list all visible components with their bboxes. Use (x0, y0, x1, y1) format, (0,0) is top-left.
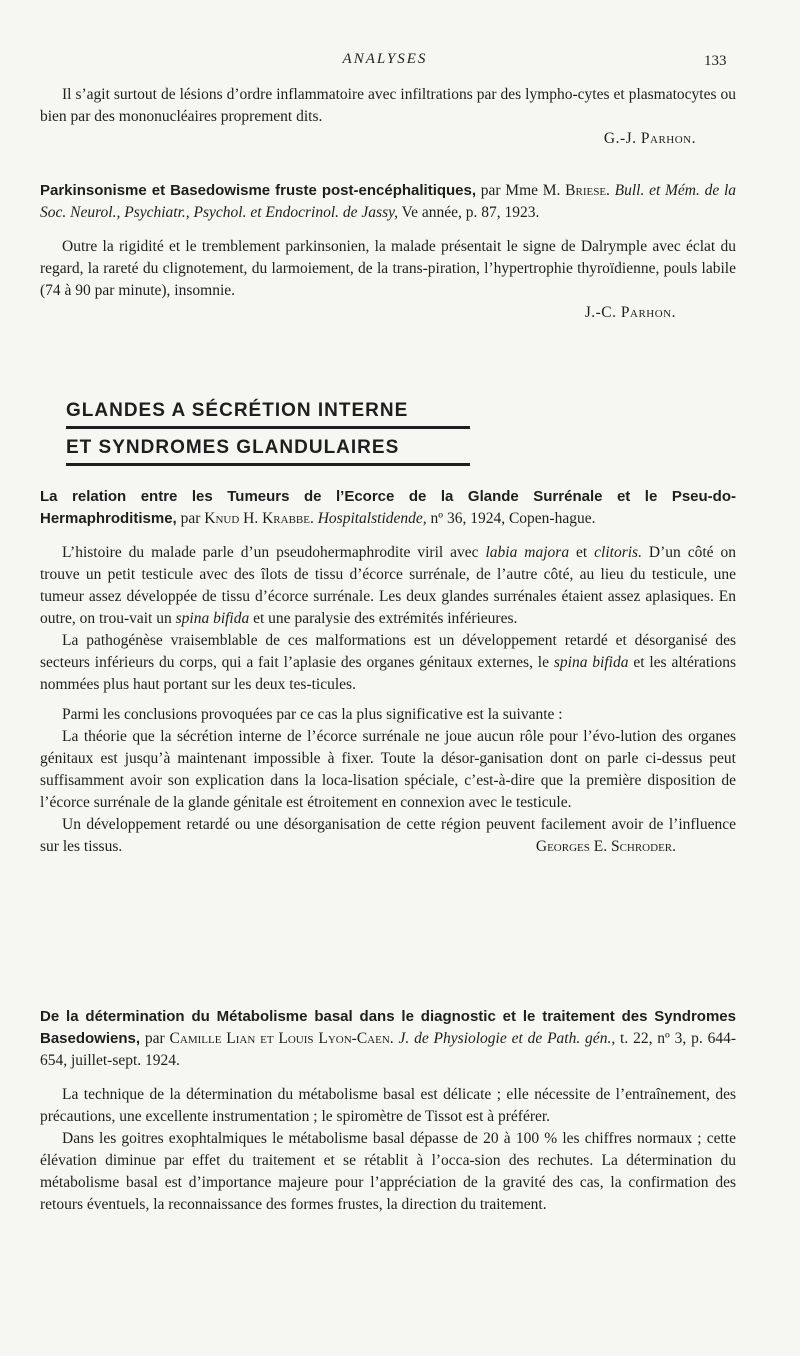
section-heading-line2: ET SYNDROMES GLANDULAIRES (66, 437, 400, 458)
text-run: L’histoire du malade parle d’un pseudohermaphrodite viril avec (62, 544, 486, 561)
article-author: Camille Lian et Louis Lyon-Caen. (169, 1030, 394, 1047)
continuation-block (40, 84, 736, 150)
article-title: De la détermination du Métabolisme basal dans le diagnostic et le traitement des Syndromes Basedowiens, (40, 1008, 736, 1047)
continuation-text: Il s’agit surtout de lésions d’ordre inflammatoire avec infiltrations par des lympho-cytes et plasmatocytes ou bien par des mononucléaires proprement dits. (40, 86, 736, 125)
heading-rule (66, 426, 470, 429)
article-author: Knud H. Krabbe. (204, 510, 314, 527)
signature: G.-J. Parhon. (603, 130, 696, 147)
italic-run: clitoris. (594, 544, 642, 561)
signature: J.-C. Parhon. (584, 304, 676, 321)
signature: Georges E. Schroder. (535, 838, 676, 855)
italic-run: spina bifida (553, 654, 629, 671)
article-body: Outre la rigidité et le tremblement parkinsonien, la malade présentait le signe de Dalrymple avec éclat du regard, la rareté du clignotement, du larmoiement, de la trans-piration, l’hypertrophie thyroïdienne, pouls labile (74 à 90 par minute), insomnie. (40, 238, 736, 299)
paragraph (40, 630, 736, 696)
paragraph: Dans les goitres exophtalmiques le métabolisme basal dépasse de 20 à 100 % les chiffres normaux ; cette élévation diminue par effet du traitement et se rétablit à l’occa-sion des rechutes. La détermination du métabolisme basal est d’importance majeure pour l’appréciation de la gravité des cas, la confirmation des retours éventuels, la reconnaissance des formes frustes, la direction du traitement. (40, 1130, 736, 1213)
article-source: J. de Physiologie et de Path. gén., (398, 1030, 616, 1047)
page-number: 133 (704, 53, 727, 69)
text-run: La pathogénèse vraisemblable de ces malformations est un développement retardé et désorganisé des secteurs inférieurs du corps, qui a fait l’aplasie des organes génitaux externes, le (40, 632, 736, 671)
heading-rule (66, 463, 470, 466)
paragraph: Parmi les conclusions provoquées par ce cas la plus significative est la suivante : (62, 706, 563, 723)
paragraph (40, 542, 736, 630)
paragraph (40, 814, 736, 858)
article-source: Hospitalstidende, (317, 510, 427, 527)
article-header (40, 180, 736, 224)
article-parkinsonisme (40, 180, 736, 324)
article-source: Bull. et Mém. de la Soc. Neurol., Psychiatr., Psychol. et Endocrinol. de Jassy, (40, 182, 737, 221)
section-heading-line1: GLANDES A SÉCRÉTION INTERNE (66, 400, 409, 421)
article-title: La relation entre les Tumeurs de l’Ecorce de la Glande Surrénale et le Pseu-do-Hermaphroditisme, (40, 488, 736, 527)
article-header (40, 1006, 736, 1072)
running-header: ANALYSES (342, 51, 428, 67)
section-heading (66, 398, 470, 466)
article-krabbe (40, 486, 736, 858)
article-header (40, 486, 736, 530)
text-run: et une paralysie des extrémités inférieures. (249, 610, 518, 627)
article-source-details: t. 22, nº 3, p. 644-654, juillet-sept. 1924. (40, 1030, 737, 1069)
author-prefix: par (144, 1030, 170, 1047)
article-source-details: Ve année, p. 87, 1923. (401, 204, 540, 221)
article-source-details: nº 36, 1924, Copen-hague. (430, 510, 596, 527)
italic-run: labia majora (485, 544, 570, 561)
author-prefix: par (180, 510, 205, 527)
paragraph: La théorie que la sécrétion interne de l’écorce surrénale ne joue aucun rôle pour l’évo-lution des organes génitaux est jusqu’à maintenant impossible à fixer. Toute la désor-ganisation dont on parle ci-dessus peut suffisamment avoir son explication dans la loca-lisation spéciale, c’est-à-dire que la première disposition de l’écorce surrénale de la glande génitale est étroitement en connexion avec le testicule. (40, 728, 736, 811)
text-run: Un développement retardé ou une désorganisation de cette région peuvent facilement avoir de l’influence sur les tissus. (40, 816, 736, 855)
article-lian (40, 1006, 736, 1216)
text-run: et (569, 544, 595, 561)
author-prefix: par Mme M. (480, 182, 566, 199)
italic-run: spina bifida (175, 610, 250, 627)
article-author: Briese. (565, 182, 610, 199)
paragraph: La technique de la détermination du métabolisme basal est délicate ; elle nécessite de l’entraînement, des précautions, une excellente instrumentation ; le spiromètre de Tissot est à préférer. (40, 1086, 736, 1125)
article-title: Parkinsonisme et Basedowisme fruste post-encéphalitiques, (40, 182, 477, 199)
text-run: D’un côté on trouve un petit testicule avec des îlots de tissu d’écorce surrénale, de l’autre côté, au lieu du testicule, une tumeur assez développée de tissu d’écorce surrénale. Les deux glandes surrénales étaient assez aplasiques. En outre, on trou-vait un (40, 544, 736, 627)
text-run: et les altérations nommées plus haut portant sur les deux tes-ticules. (40, 654, 737, 693)
